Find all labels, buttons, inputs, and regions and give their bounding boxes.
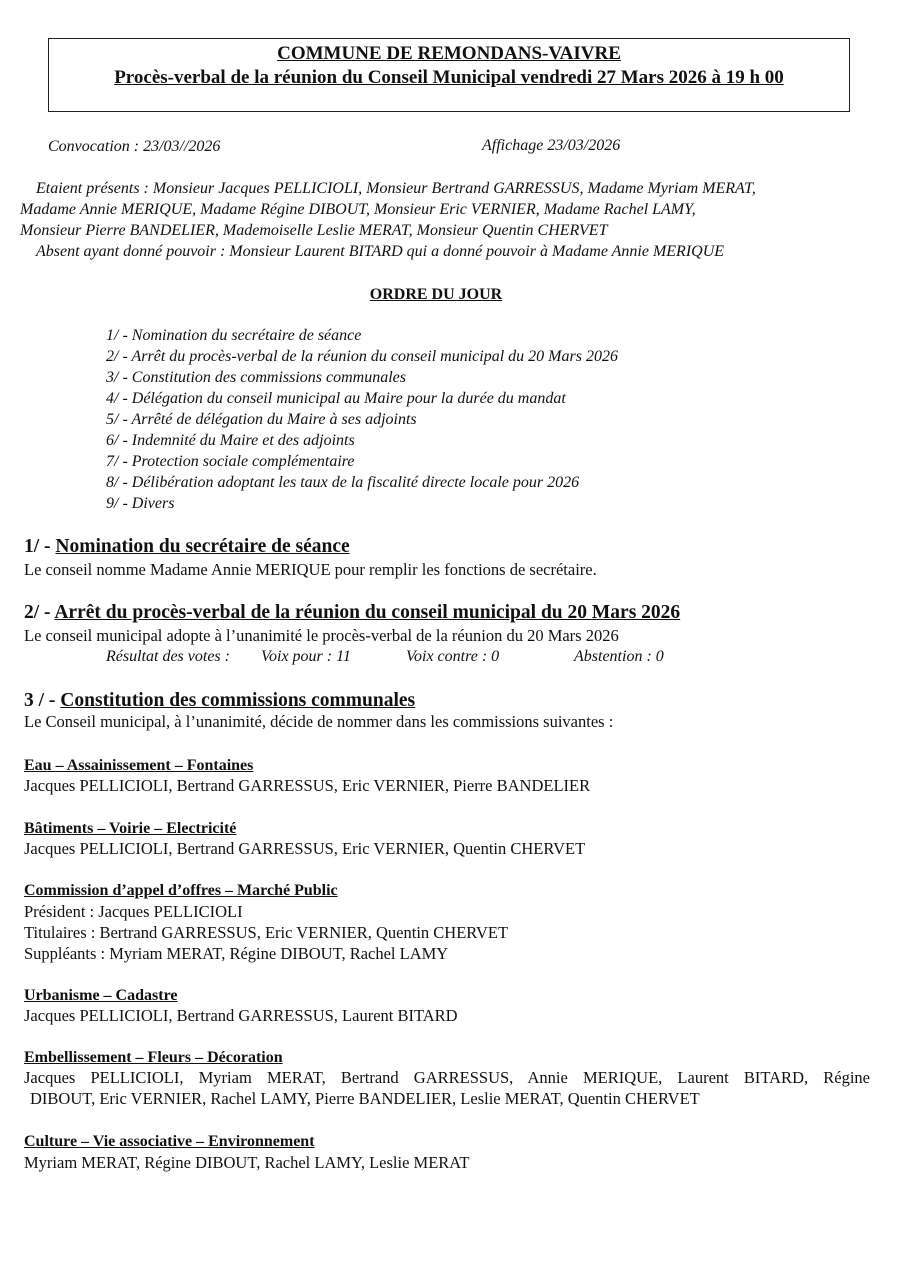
agenda-item: 1/ - Nomination du secrétaire de séance [106, 327, 362, 344]
section-title: Arrêt du procès-verbal de la réunion du conseil municipal du 20 Mars 2026 [54, 602, 681, 623]
commission-members: Président : Jacques PELLICIOLI [24, 902, 243, 921]
agenda-title: ORDRE DU JOUR [369, 286, 503, 303]
commission-title: Embellissement – Fleurs – Décoration [24, 1049, 283, 1066]
votes-label: Résultat des votes : [106, 648, 230, 665]
agenda-list [106, 325, 618, 514]
document-title: Procès-verbal de la réunion du Conseil Municipal vendredi 27 Mars 2026 à 19 h 00 [114, 67, 784, 88]
votes-against: Voix contre : 0 [406, 648, 500, 665]
commission-members: Jacques PELLICIOLI, Bertrand GARRESSUS, Laurent BITARD [24, 1006, 458, 1025]
commission-members: Suppléants : Myriam MERAT, Régine DIBOUT, Rachel LAMY [24, 944, 449, 963]
section-number: 1/ - [24, 536, 56, 557]
attendance-line: Etaient présents : Monsieur Jacques PELLICIOLI, Monsieur Bertrand GARRESSUS, Madame Myriam MERAT, [36, 180, 756, 197]
section-1-heading [24, 536, 350, 558]
attendance-line: Madame Annie MERIQUE, Madame Régine DIBOUT, Monsieur Eric VERNIER, Madame Rachel LAMY, [20, 201, 696, 218]
section-3-text: Le Conseil municipal, à l’unanimité, décide de nommer dans les commissions suivantes : [24, 712, 614, 731]
section-1-text: Le conseil nomme Madame Annie MERIQUE pour remplir les fonctions de secrétaire. [24, 560, 597, 579]
votes-abstention: Abstention : 0 [574, 648, 664, 665]
commission-members: Jacques PELLICIOLI, Bertrand GARRESSUS, Eric VERNIER, Pierre BANDELIER [24, 776, 591, 795]
agenda-item: 7/ - Protection sociale complémentaire [106, 453, 355, 470]
attendance-block [20, 178, 875, 262]
agenda-item: 4/ - Délégation du conseil municipal au Maire pour la durée du mandat [106, 390, 566, 407]
commission-title: Commission d’appel d’offres – Marché Public [24, 882, 338, 899]
absent-line: Absent ayant donné pouvoir : Monsieur Laurent BITARD qui a donné pouvoir à Madame Annie MERIQUE [36, 243, 725, 260]
section-2-text: Le conseil municipal adopte à l’unanimité le procès-verbal de la réunion du 20 Mars 2026 [24, 626, 619, 645]
commission-title: Urbanisme – Cadastre [24, 987, 178, 1004]
agenda-item: 5/ - Arrêté de délégation du Maire à ses adjoints [106, 411, 417, 428]
commission-members: Titulaires : Bertrand GARRESSUS, Eric VERNIER, Quentin CHERVET [24, 923, 509, 942]
votes-for: Voix pour : 11 [261, 648, 351, 665]
commission-members: DIBOUT, Eric VERNIER, Rachel LAMY, Pierre BANDELIER, Leslie MERAT, Quentin CHERVET [30, 1089, 700, 1108]
commission-title: Culture – Vie associative – Environnement [24, 1133, 315, 1150]
agenda-item: 2/ - Arrêt du procès-verbal de la réunion du conseil municipal du 20 Mars 2026 [106, 348, 618, 365]
commission-title: Eau – Assainissement – Fontaines [24, 757, 254, 774]
commission-members: Myriam MERAT, Régine DIBOUT, Rachel LAMY, Leslie MERAT [24, 1153, 470, 1172]
convocation-date: Convocation : 23/03//2026 [48, 138, 221, 155]
section-title: Nomination du secrétaire de séance [55, 536, 350, 557]
commission-title: Bâtiments – Voirie – Electricité [24, 820, 237, 837]
section-2-heading [24, 602, 680, 624]
section-number: 3 / - [24, 690, 61, 711]
commission-members: Jacques PELLICIOLI, Bertrand GARRESSUS, Eric VERNIER, Quentin CHERVET [24, 839, 586, 858]
commune-name: COMMUNE DE REMONDANS-VAIVRE [277, 43, 621, 64]
affichage-date: Affichage 23/03/2026 [482, 137, 621, 154]
agenda-item: 9/ - Divers [106, 495, 175, 512]
agenda-item: 6/ - Indemnité du Maire et des adjoints [106, 432, 355, 449]
agenda-item: 8/ - Délibération adoptant les taux de la fiscalité directe locale pour 2026 [106, 474, 580, 491]
agenda-item: 3/ - Constitution des commissions communales [106, 369, 406, 386]
vote-results [106, 648, 664, 666]
document-header [48, 38, 850, 112]
section-title: Constitution des commissions communales [60, 690, 416, 711]
section-3-heading [24, 690, 415, 712]
section-number: 2/ - [24, 602, 55, 623]
attendance-line: Monsieur Pierre BANDELIER, Mademoiselle Leslie MERAT, Monsieur Quentin CHERVET [20, 222, 608, 239]
commission-members: Jacques PELLICIOLI, Myriam MERAT, Bertrand GARRESSUS, Annie MERIQUE, Laurent BITARD, Régine [24, 1068, 870, 1087]
